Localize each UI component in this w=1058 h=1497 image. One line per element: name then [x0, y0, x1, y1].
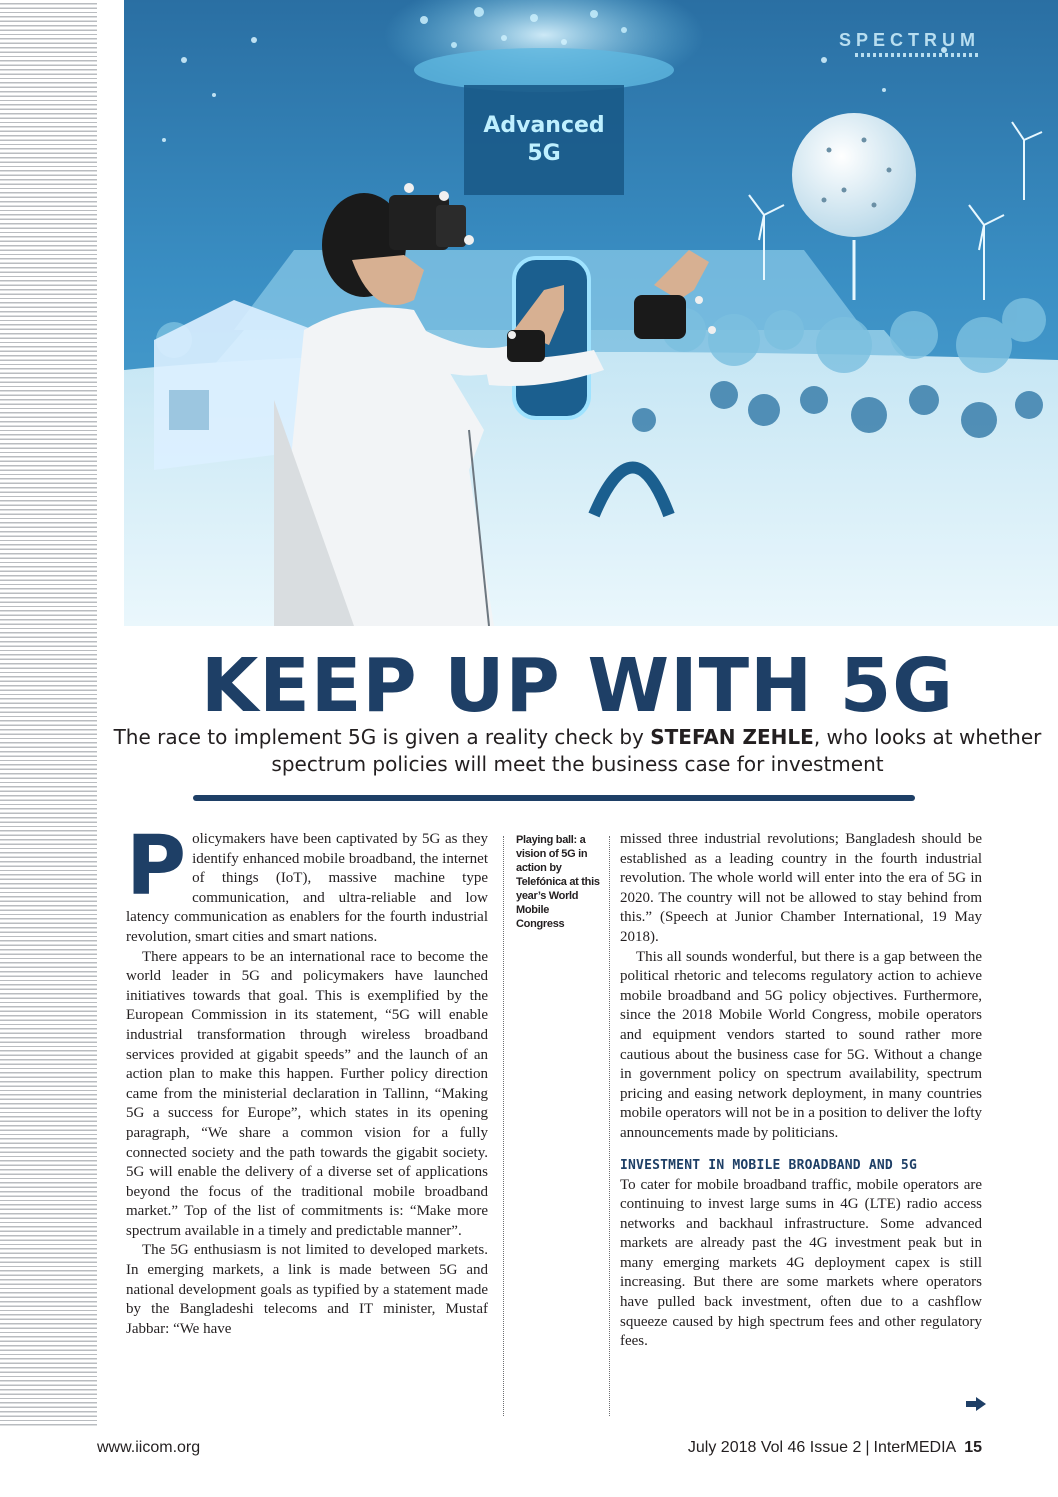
page-edge-stripes: [0, 0, 97, 1428]
hero-photo: [124, 0, 1058, 626]
article-column-right: [620, 830, 982, 1352]
advanced-5g-sign-line2: 5G: [527, 141, 561, 166]
advanced-5g-sign: Advanced: [483, 113, 605, 138]
article-title: KEEP UP WITH 5G: [200, 643, 955, 729]
paragraph-text: olicymakers have been captivated by 5G as they identify enhanced mobile broadband, the internet of things (IoT), massive machine type communication, and ultra-reliable and low latency communication as enablers for the fourth industrial revolution, smart cities and smart nations.: [126, 831, 488, 945]
section-label-rule: [855, 53, 980, 57]
paragraph: missed three industrial revolutions; Bangladesh should be established as a leading country in the fourth industrial revolution. The whole world will enter into the era of 5G in 2020. The country will not be allowed to stay behind from this.” (Speech at Junior Chamber International, 19 May 2018).: [620, 831, 982, 945]
article-column-left: [126, 819, 488, 1339]
footer-website: www.iicom.org: [97, 1439, 201, 1456]
publication-name: InterMEDIA: [873, 1439, 957, 1456]
standfirst-text: The race to implement 5G is given a reality check by: [113, 725, 651, 749]
paragraph: To cater for mobile broadband traffic, mobile operators are continuing to invest large sums in 4G (LTE) radio access networks and backhaul infrastructure. Some advanced markets are already past the 4G investment peak but in many emerging markets 4G deployment capex is still increasing. But there are some markets where operators have pulled back investment, often due to a cashflow squeeze caused by high spectrum fees and other regulatory fees.: [620, 1176, 982, 1350]
title-divider: [193, 795, 915, 801]
paragraph: This all sounds wonderful, but there is a gap between the political rhetoric and telecoms regulatory action to achieve mobile broadband and 5G policy objectives. Furthermore, since the 2018 Mobile World Congress, mobile operators and equipment vendors started to sound rather more cautious about the business case for 5G. Without a change in government policy on spectrum availability, spectrum pricing and easing network deployment, in many countries mobile operators will not be in a position to deliver the lofty announcements made by politicians.: [620, 948, 983, 1141]
drop-cap: P: [126, 819, 187, 914]
column-divider-right: [609, 836, 610, 1416]
paragraph: [126, 819, 488, 948]
author-name: STEFAN ZEHLE: [650, 725, 814, 749]
photo-caption: Playing ball: a vision of 5G in action by Telefónica at this year’s World Mobile Congress: [516, 834, 600, 930]
arrow-right-icon[interactable]: [966, 1397, 986, 1411]
paragraph: The 5G enthusiasm is not limited to developed markets. In emerging markets, a link is made between 5G and national development goals as typified by a statement made by the Bangladeshi telecoms and IT minister, Mustaf Jabbar: “We have: [126, 1242, 488, 1337]
standfirst-text-end: , who looks at whether spectrum policies will meet the business case for investment: [271, 725, 1042, 776]
section-label: SPECTRUM: [838, 30, 980, 50]
standfirst: [110, 724, 1045, 778]
page-number: 15: [964, 1439, 982, 1456]
footer-issue-info: [688, 1437, 982, 1459]
footer-separator: |: [865, 1439, 870, 1456]
vr-5g-illustration: [124, 0, 1058, 626]
column-divider-left: [503, 836, 504, 1416]
issue-date: July 2018 Vol 46 Issue 2: [687, 1439, 862, 1456]
paragraph: There appears to be an international race to become the world leader in 5G and policymakers have launched initiatives towards that goal. This is exemplified by the European Commission in its statement, “5G will enable industrial transformation through wireless broadband services provided at gigabit speeds” and the launch of an action plan to make this happen. Further policy direction came from the ministerial declaration in Tallinn, “Making 5G a success for Europe”, which states in its opening paragraph, “We share a common vision for a fully connected society and the path towards the gigabit society. 5G will enable the delivery of a diverse set of applications beyond the focus of the traditional mobile broadband market.” Top of the list of commitments is: “Make more spectrum available in a timely and predictable manner”.: [126, 948, 488, 1239]
section-subheading: INVESTMENT IN MOBILE BROADBAND AND 5G: [620, 1157, 917, 1173]
